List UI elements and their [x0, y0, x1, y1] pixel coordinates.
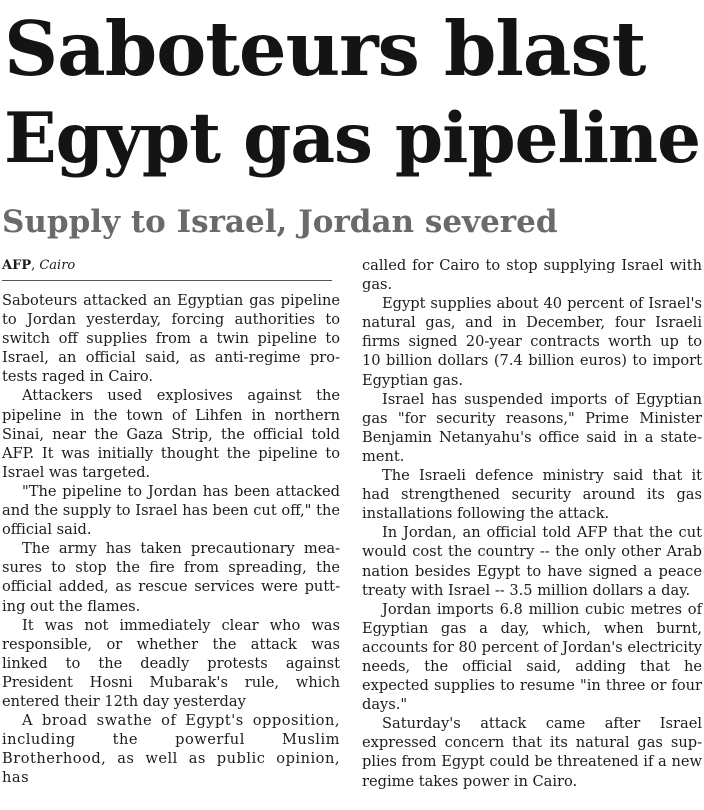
subheadline: Supply to Israel, Jordan severed	[2, 204, 558, 240]
left-column	[2, 256, 340, 787]
byline-place: Cairo	[39, 258, 76, 273]
paragraph: Egypt supplies about 40 percent of Israel's natural gas, and in December, four Israeli firms signed 20-year contracts worth up to 10 billion dollars (7.4 billion euros) to import Egyptian gas.	[362, 295, 702, 389]
paragraph: It was not immediately clear who was responsible, or whether the attack was linked to the deadly protests against President Hosni Mubarak's rule, which entered their 12th day yesterday	[2, 616, 340, 710]
paragraph: called for Cairo to stop supplying Israel with gas.	[362, 257, 702, 294]
paragraph: In Jordan, an official told AFP that the cut would cost the country -- the only other Arab nation besides Egypt to have signed a peace treaty with Israel -- 3.5 million dollars a day.	[362, 524, 702, 599]
paragraph: "The pipeline to Jordan has been attacked and the supply to Israel has been cut off," the official said.	[2, 482, 340, 539]
paragraph: Saboteurs attacked an Egyptian gas pipeline to Jordan yesterday, forcing authorities to switch off supplies from a twin pipeline to Israel, an official said, as anti-regime protests raged in Cairo.	[2, 292, 340, 386]
paragraph: A broad swathe of Egypt's opposition, including the powerful Muslim Brotherhood, as well as public opinion, has	[2, 712, 340, 787]
byline-agency: AFP	[2, 258, 32, 273]
right-column	[362, 256, 702, 791]
headline-line-1: Saboteurs blast	[4, 5, 646, 93]
paragraph: Jordan imports 6.8 million cubic metres of Egyptian gas a day, which, when burnt, accounts for 80 percent of Jordan's electricity needs, the official said, adding that he expected supplies to resume "in three or four days."	[362, 600, 702, 714]
paragraph: Israel has suspended imports of Egyptian gas "for security reasons," Prime Minister Benjamin Netanyahu's office said in a statement.	[362, 390, 702, 465]
paragraph: Saturday's attack came after Israel expressed concern that its natural gas supplies from Egypt could be threatened if a new regime takes power in Cairo.	[362, 715, 702, 790]
headline	[4, 4, 704, 184]
headline-line-2: Egypt gas pipeline	[4, 98, 700, 179]
paragraph: The Israeli defence ministry said that it had strengthened security around its gas installations following the attack.	[362, 467, 702, 523]
paragraph: The army has taken precautionary measures to stop the fire from spreading, the official added, as rescue services were putting out the flames.	[2, 540, 340, 615]
paragraph: Attackers used explosives against the pipeline in the town of Lihfen in northern Sinai, near the Gaza Strip, the official told AFP. It was initially thought the pipeline to Israel was targeted.	[2, 387, 340, 481]
byline: AFP, Cairo	[2, 256, 332, 281]
